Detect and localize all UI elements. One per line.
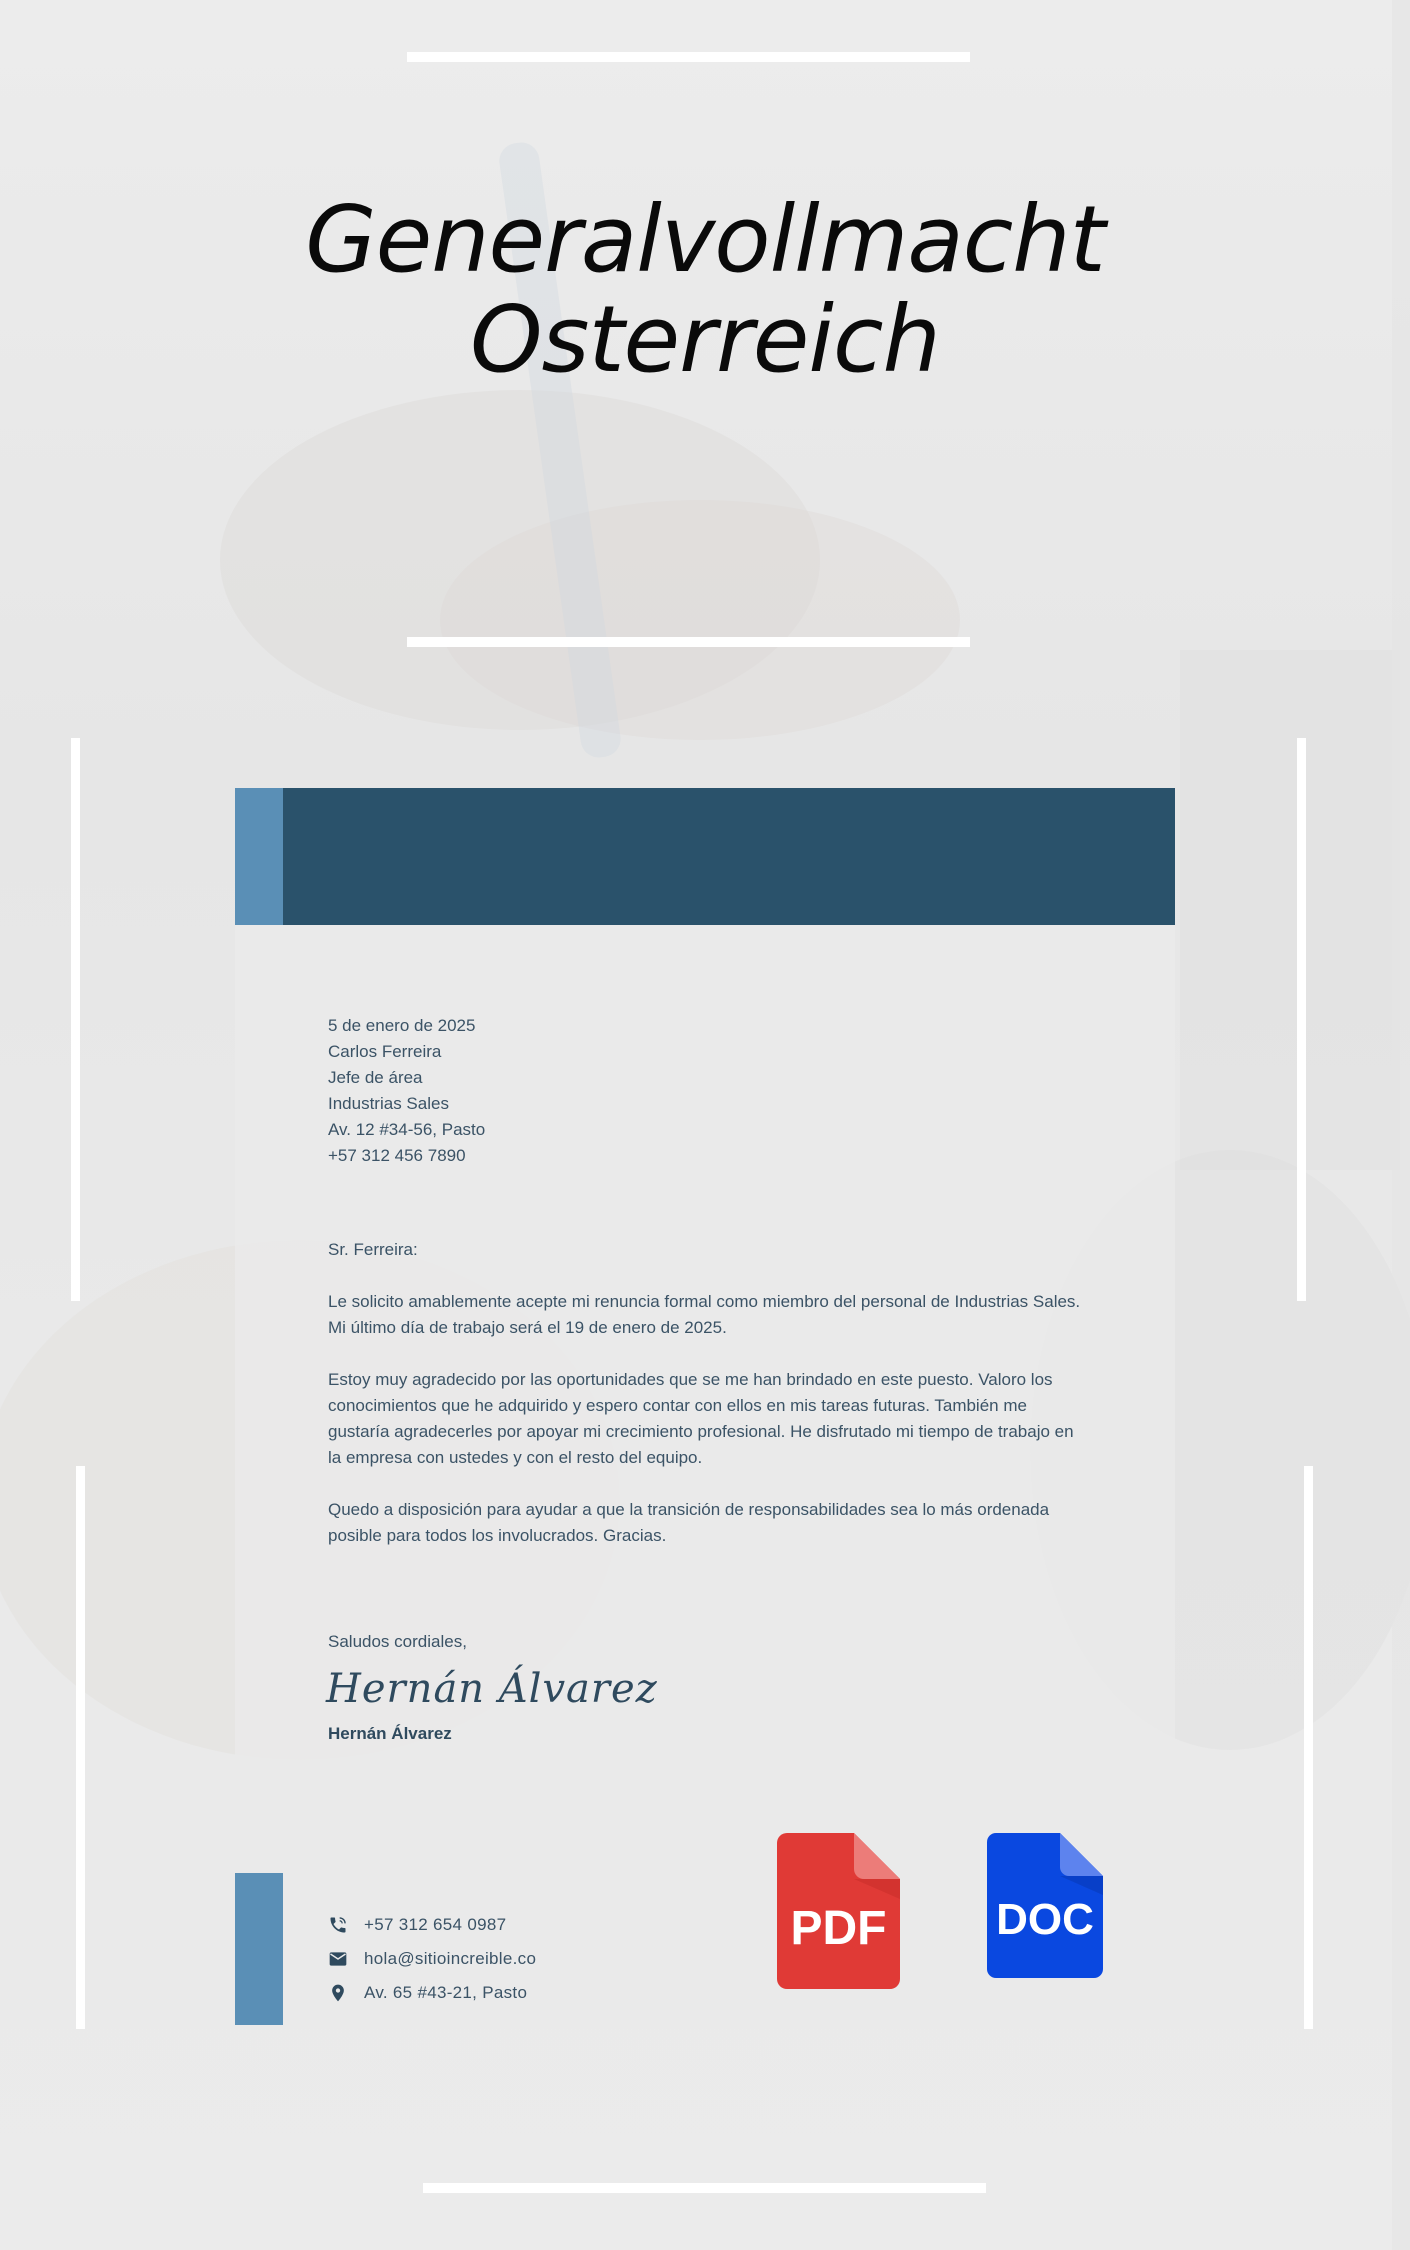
page-title [200,186,1210,393]
title-bottom-divider [407,637,970,647]
email-icon [328,1949,348,1969]
left-frame-bar-lower [76,1466,85,2029]
left-frame-bar-upper [71,738,80,1301]
location-pin-icon [328,1983,348,2003]
body-paragraph: Estoy muy agradecido por las oportunidades que se me han brindado en este puesto. Valoro los conocimientos que he adquirido y espero contar con ellos en mis tareas futuras. También me gustaría agradecerles por apoyar mi crecimiento profesional. He disfrutado mi tiempo de trabajo en la empresa con ustedes y con el resto del equipo. [328,1370,1074,1467]
contact-phone-text: +57 312 654 0987 [364,1915,507,1934]
contact-phone [328,1912,506,1938]
pdf-download-button[interactable] [777,1833,900,1989]
phone-icon [328,1915,348,1935]
letterhead-accent [235,788,283,925]
signer-name: Hernán Álvarez [328,1724,452,1743]
footer-accent [235,1873,283,2025]
contact-address [328,1980,527,2006]
right-frame-bar-lower [1304,1466,1313,2029]
recipient-name: Carlos Ferreira [328,1042,442,1061]
contact-email [328,1946,536,1972]
contact-email-text: hola@sitioincreible.co [364,1949,537,1968]
bottom-divider [423,2183,986,2193]
doc-label: DOC [996,1895,1094,1944]
letterhead-band [235,788,1175,925]
recipient-role: Jefe de área [328,1068,423,1087]
right-frame-bar-upper [1297,738,1306,1301]
contact-address-text: Av. 65 #43-21, Pasto [364,1983,528,2002]
top-divider [407,52,970,62]
recipient-company: Industrias Sales [328,1094,449,1113]
pdf-label: PDF [790,1902,887,1955]
recipient-phone: +57 312 456 7890 [328,1146,466,1165]
body-paragraph: Quedo a disposición para ayudar a que la transición de responsabilidades sea lo más ordenada posible para todos los involucrados. Gracias. [328,1500,1050,1545]
doc-download-button[interactable] [987,1833,1103,1978]
title-line-2: Osterreich [470,286,940,393]
handwritten-signature: Hernán Álvarez [326,1666,658,1712]
letter-date: 5 de enero de 2025 [328,1016,476,1035]
recipient-address: Av. 12 #34-56, Pasto [328,1120,486,1139]
letter-body [328,1237,1088,1575]
recipient-block [328,1013,1088,1169]
closing: Saludos cordiales, [328,1632,467,1651]
body-paragraph: Le solicito amablemente acepte mi renuncia formal como miembro del personal de Industrias Sales. Mi último día de trabajo será el 19 de enero de 2025. [328,1292,1081,1337]
title-line-1: Generalvollmacht [305,186,1105,293]
salutation: Sr. Ferreira: [328,1240,418,1259]
